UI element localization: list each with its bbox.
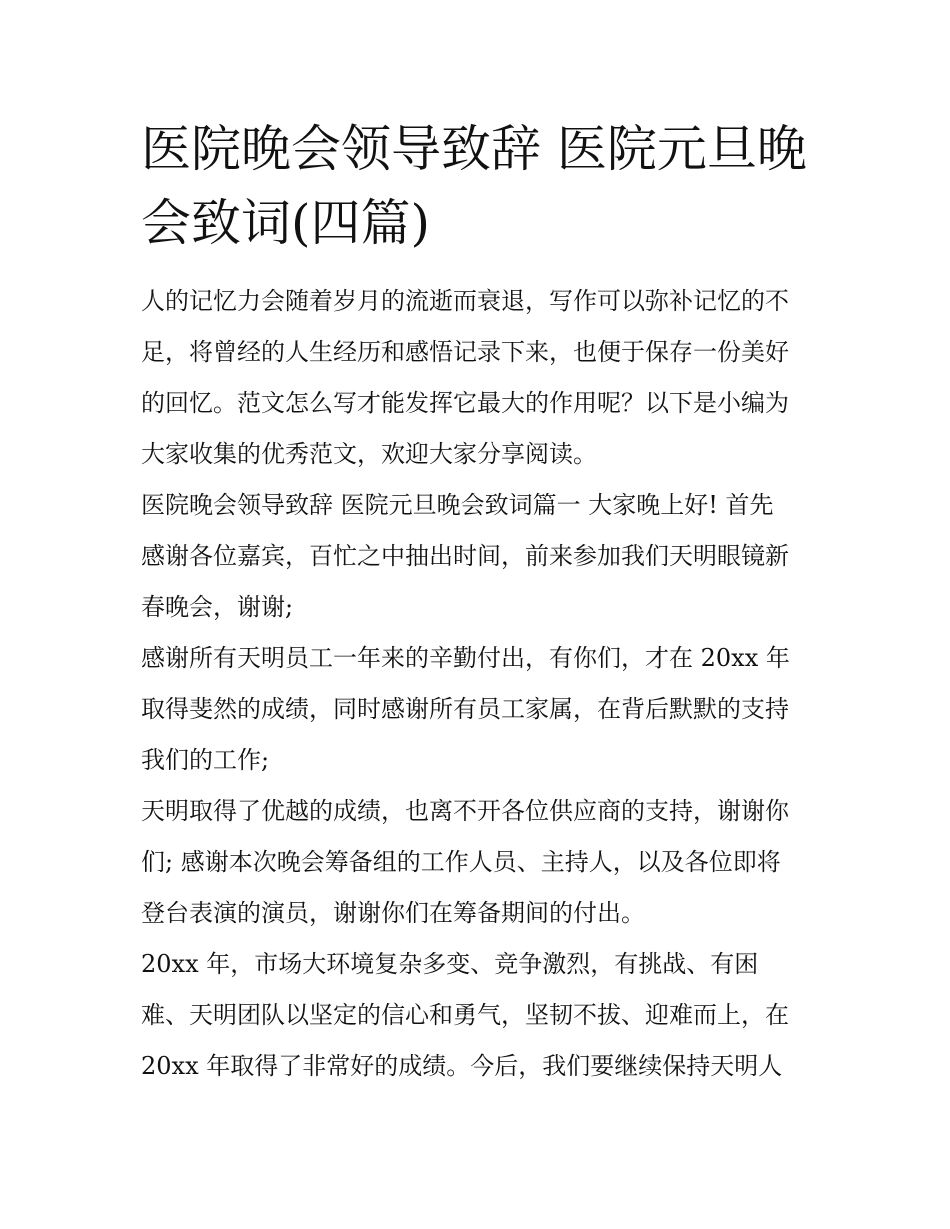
text-line: 20xx 年，市场大环境复杂多变、竞争激烈，有挑战、有困 xyxy=(141,950,759,978)
text-line: 的回忆。范文怎么写才能发挥它最大的作用呢？以下是小编为 xyxy=(141,389,789,417)
text-line: 取得斐然的成绩，同时感谢所有员工家属，在背后默默的支持 xyxy=(141,695,789,723)
text-line: 足，将曾经的人生经历和感悟记录下来，也便于保存一份美好 xyxy=(141,338,789,366)
paragraph-greeting xyxy=(141,480,821,633)
text-line: 我们的工作; xyxy=(141,746,270,774)
text-line: 难、天明团队以坚定的信心和勇气，坚韧不拔、迎难而上，在 xyxy=(141,1001,789,1029)
paragraph-thanks-staff xyxy=(141,633,821,786)
text-line: 登台表演的演员，谢谢你们在筹备期间的付出。 xyxy=(141,899,645,927)
text-line: 感谢各位嘉宾，百忙之中抽出时间，前来参加我们天明眼镜新 xyxy=(141,542,789,570)
text-line: 感谢所有天明员工一年来的辛勤付出，有你们，才在 20xx 年 xyxy=(141,644,790,672)
text-line: 20xx 年取得了非常好的成绩。今后，我们要继续保持天明人 xyxy=(141,1052,783,1080)
title-line: 会致词(四篇) xyxy=(141,194,431,252)
paragraph-year-review xyxy=(141,939,821,1092)
document-title xyxy=(141,112,821,260)
title-line: 医院晚会领导致辞 医院元旦晚 xyxy=(141,120,807,178)
document-content xyxy=(141,112,821,1092)
text-line: 天明取得了优越的成绩，也离不开各位供应商的支持，谢谢你 xyxy=(141,797,789,825)
text-line: 们; 感谢本次晚会筹备组的工作人员、主持人，以及各位即将 xyxy=(141,848,781,876)
text-line: 人的记忆力会随着岁月的流逝而衰退，写作可以弥补记忆的不 xyxy=(141,287,789,315)
text-line: 大家收集的优秀范文，欢迎大家分享阅读。 xyxy=(141,440,597,468)
paragraph-intro xyxy=(141,276,821,480)
paragraph-thanks-suppliers xyxy=(141,786,821,939)
document-body xyxy=(141,276,821,1092)
text-line: 医院晚会领导致辞 医院元旦晚会致词篇一 大家晚上好! 首先 xyxy=(141,491,774,519)
text-line: 春晚会，谢谢; xyxy=(141,593,294,621)
